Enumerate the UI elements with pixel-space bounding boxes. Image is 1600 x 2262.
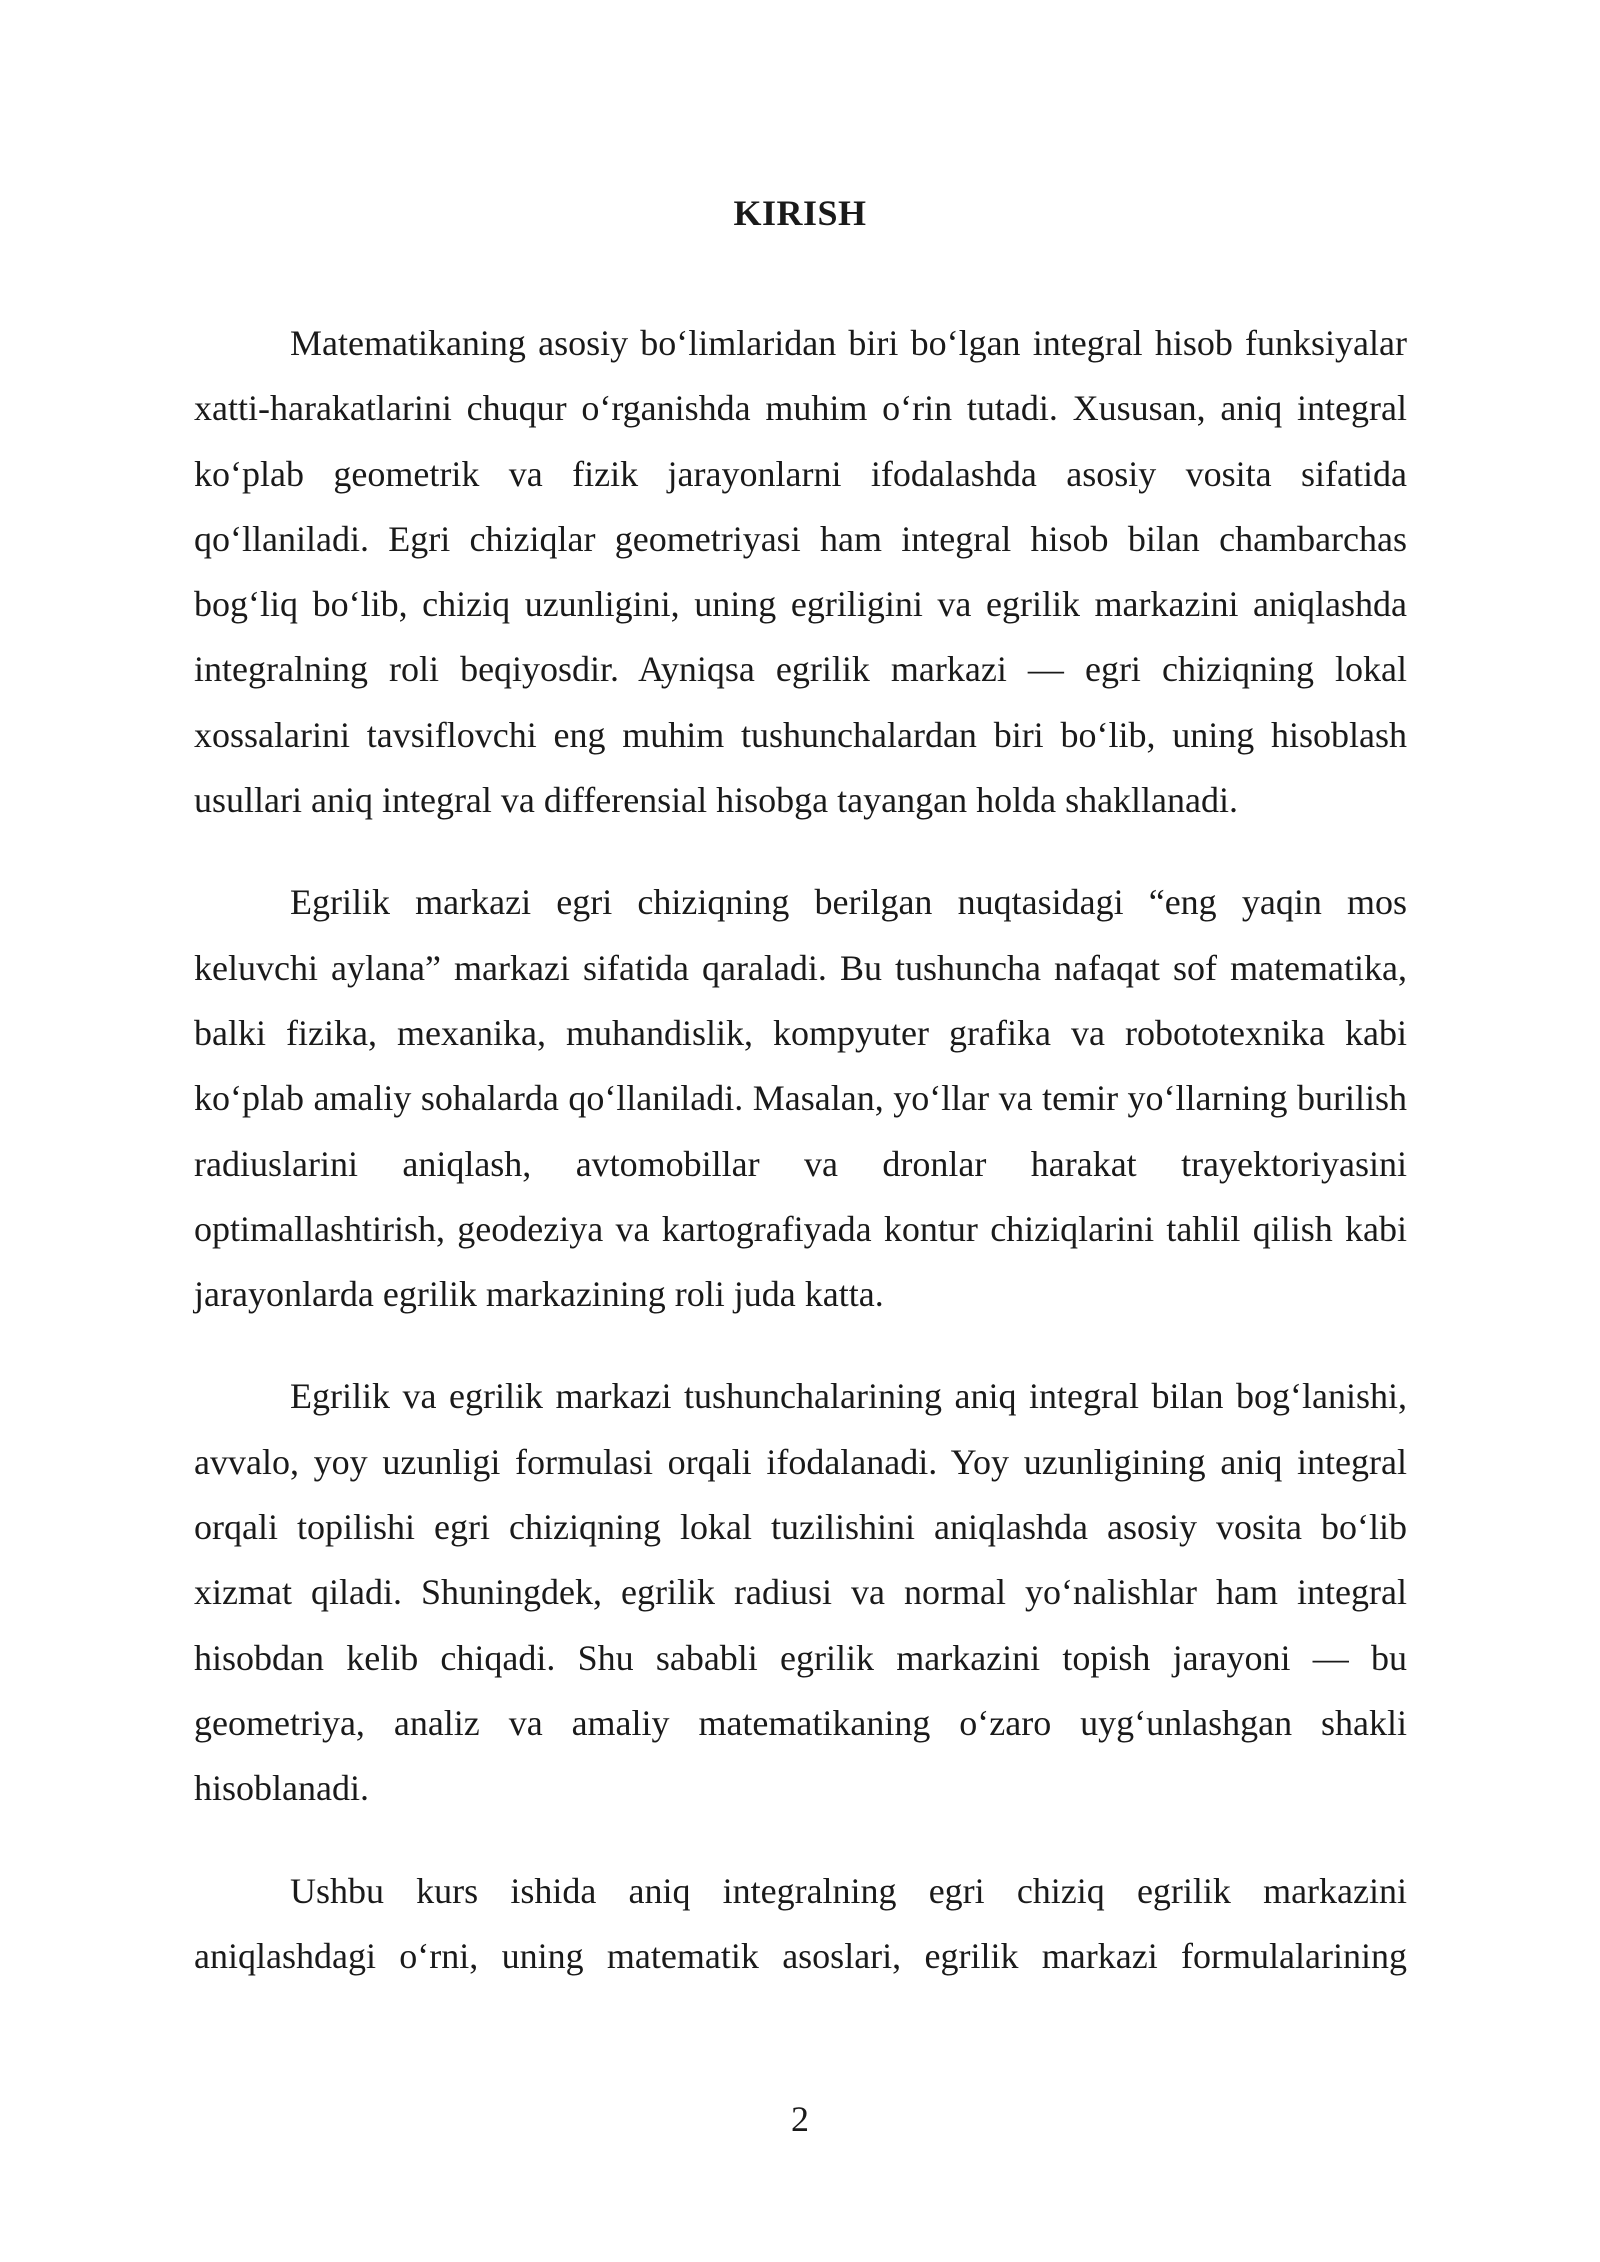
section-heading: KIRISH — [733, 193, 867, 233]
paragraph: Egrilik markazi egri chiziqning berilgan nuqtasidagi “eng yaqin mos keluvchi aylana” markazi sifatida qaraladi. Bu tushuncha nafaqat sof matematika, balki fizika, mexanika, muhandislik, kompyuter grafika va robototexnika kabi ko‘plab amaliy sohalarda qo‘llaniladi. Masalan, yo‘llar va temir yo‘llarning burilish radiuslarini aniqlash, avtomobillar va dronlar harakat trayektoriyasini optimallashtirish, geodeziya va kartografiyada kontur chiziqlarini tahlil qilish kabi jarayonlarda egrilik markazining roli juda katta. — [194, 882, 1407, 1315]
page-number: 2 — [791, 2099, 809, 2139]
paragraph: Matematikaning asosiy bo‘limlaridan biri bo‘lgan integral hisob funksiyalar xatti-harakatlarini chuqur o‘rganishda muhim o‘rin tutadi. Xususan, aniq integral ko‘plab geometrik va fizik jarayonlarni ifodalashda asosiy vosita sifatida qo‘llaniladi. Egri chiziqlar geometriyasi ham integral hisob bilan chambarchas bog‘liq bo‘lib, chiziq uzunligini, uning egriligini va egrilik markazini aniqlashda integralning roli beqiyosdir. Ayniqsa egrilik markazi — egri chiziqning lokal xossalarini tavsiflovchi eng muhim tushunchalardan biri bo‘lib, uning hisoblash usullari aniq integral va differensial hisobga tayangan holda shakllanadi. — [194, 323, 1407, 821]
body-text — [194, 311, 1407, 2026]
paragraph: Ushbu kurs ishida aniq integralning egri chiziq egrilik markazini aniqlashdagi o‘rni, uning matematik asoslari, egrilik markazi formulalarining — [194, 1870, 1407, 1976]
paragraph: Egrilik va egrilik markazi tushunchalarining aniq integral bilan bog‘lanishi, avvalo, yoy uzunligi formulasi orqali ifodalanadi. Yoy uzunligining aniq integral orqali topilishi egri chiziqning lokal tuzilishini aniqlashda asosiy vosita bo‘lib xizmat qiladi. Shuningdek, egrilik radiusi va normal yo‘nalishlar ham integral hisobdan kelib chiqadi. Shu sababli egrilik markazini topish jarayoni — bu geometriya, analiz va amaliy matematikaning o‘zaro uyg‘unlashgan shakli hisoblanadi. — [194, 1376, 1407, 1809]
